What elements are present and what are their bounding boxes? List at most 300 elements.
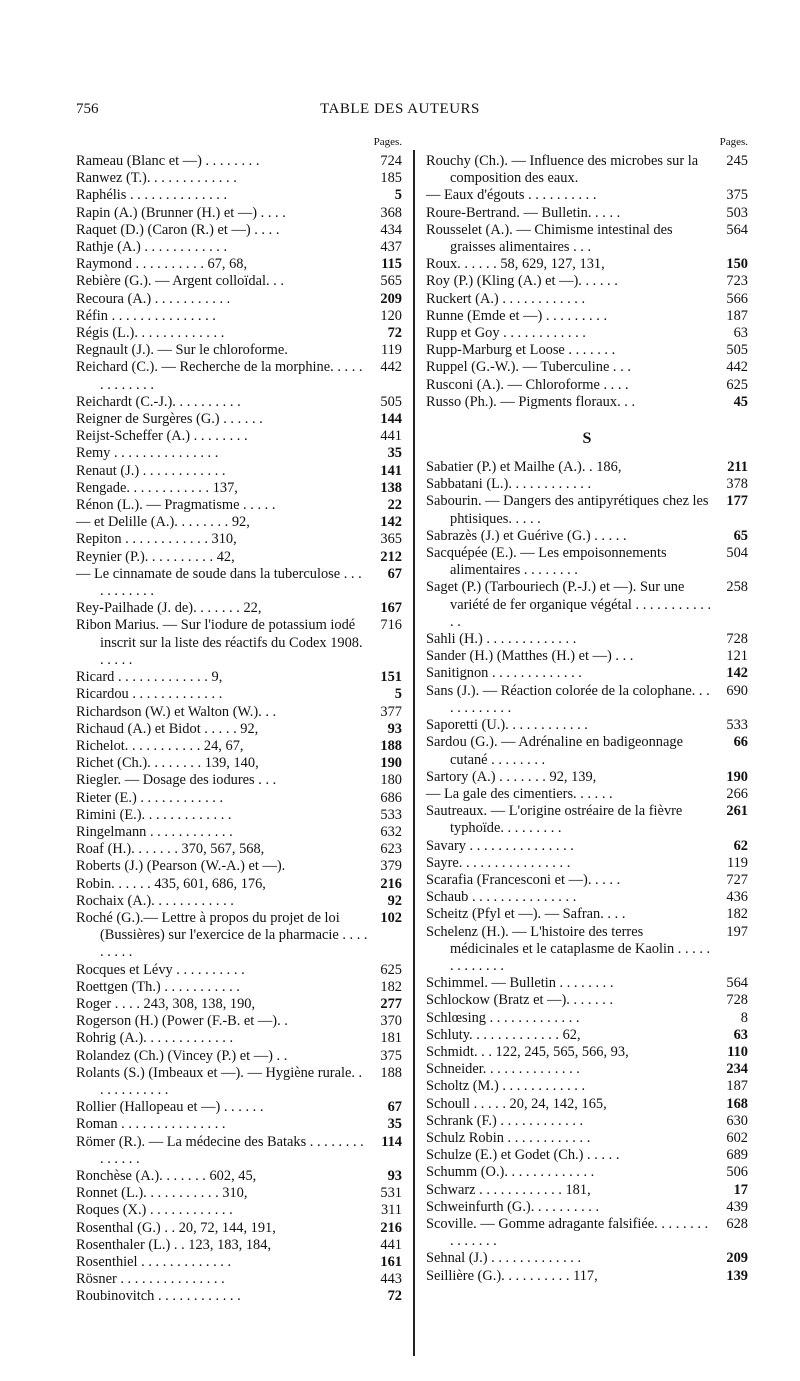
entry-text: Ruckert (A.) . . . . . . . . . . . . bbox=[426, 290, 586, 307]
entry-text: Roubinovitch . . . . . . . . . . . . bbox=[76, 1288, 241, 1305]
entry-page: 727 bbox=[726, 871, 748, 888]
index-entry bbox=[76, 359, 402, 393]
entry-page: 190 bbox=[380, 755, 402, 772]
entry-text: Rusconi (A.). — Chloroforme . . . . bbox=[426, 376, 629, 393]
entry-page: 505 bbox=[380, 393, 402, 410]
index-entry bbox=[426, 493, 748, 527]
entry-page: 45 bbox=[733, 393, 748, 410]
entry-text: Reijst-Scheffer (A.) . . . . . . . . bbox=[76, 428, 248, 445]
index-entry bbox=[76, 1134, 402, 1168]
index-entry bbox=[76, 721, 402, 738]
entry-page: 22 bbox=[387, 497, 402, 514]
entry-text: Schulz Robin . . . . . . . . . . . . bbox=[426, 1129, 591, 1146]
index-entry bbox=[426, 325, 748, 342]
entry-text: Ronnet (L.). . . . . . . . . . . 310, bbox=[76, 1185, 248, 1202]
index-entry bbox=[76, 1185, 402, 1202]
index-entry bbox=[76, 807, 402, 824]
entry-page: 35 bbox=[387, 445, 402, 462]
entry-text: Scarafia (Francesconi et —). . . . . bbox=[426, 871, 621, 888]
entry-page: 67 bbox=[387, 565, 402, 582]
pages-label: Pages. bbox=[373, 136, 402, 148]
entry-text: Schaub . . . . . . . . . . . . . . . bbox=[426, 889, 577, 906]
index-entry bbox=[76, 1271, 402, 1288]
entry-page: 212 bbox=[380, 548, 402, 565]
index-entry bbox=[426, 1044, 748, 1061]
index-entry bbox=[426, 975, 748, 992]
index-entry bbox=[76, 1065, 402, 1099]
entry-list bbox=[76, 153, 402, 1306]
entry-page: 110 bbox=[727, 1043, 748, 1060]
index-entry bbox=[426, 734, 748, 768]
entry-page: 370 bbox=[380, 1013, 402, 1030]
entry-page: 185 bbox=[380, 170, 402, 187]
entry-text: Sautreaux. — L'origine ostréaire de la fièvre typhoïde. . . . . . . . . bbox=[426, 803, 683, 837]
entry-text: Schulze (E.) et Godet (Ch.) . . . . . bbox=[426, 1147, 620, 1164]
entry-text: Saporetti (U.). . . . . . . . . . . . bbox=[426, 717, 588, 734]
index-entry bbox=[76, 428, 402, 445]
entry-page: 5 bbox=[394, 686, 402, 703]
index-entry bbox=[426, 256, 748, 273]
index-entry bbox=[426, 1096, 748, 1113]
section-letter-heading: S bbox=[582, 430, 592, 448]
index-entry bbox=[76, 910, 402, 962]
entry-page: 182 bbox=[726, 906, 748, 923]
entry-text: Ricardou . . . . . . . . . . . . . bbox=[76, 686, 223, 703]
entry-page: 216 bbox=[380, 1219, 402, 1236]
entry-text: Rolandez (Ch.) (Vincey (P.) et —) . . bbox=[76, 1047, 288, 1064]
entry-text: Rey-Pailhade (J. de). . . . . . . 22, bbox=[76, 600, 262, 617]
entry-page: 441 bbox=[380, 1236, 402, 1253]
entry-text: Roman . . . . . . . . . . . . . . . bbox=[76, 1116, 226, 1133]
index-entry bbox=[426, 683, 748, 717]
entry-page: 311 bbox=[380, 1202, 402, 1219]
entry-text: Sanitignon . . . . . . . . . . . . . bbox=[426, 665, 582, 682]
index-entry bbox=[76, 205, 402, 222]
entry-page: 378 bbox=[726, 476, 748, 493]
index-entry bbox=[76, 876, 402, 893]
index-entry bbox=[76, 445, 402, 462]
entry-text: Sayre. . . . . . . . . . . . . . . . bbox=[426, 854, 571, 871]
entry-page: 266 bbox=[726, 785, 748, 802]
entry-page: 439 bbox=[726, 1198, 748, 1215]
entry-page: 625 bbox=[726, 376, 748, 393]
index-entry bbox=[76, 858, 402, 875]
entry-page: 63 bbox=[733, 1026, 748, 1043]
entry-page: 564 bbox=[726, 975, 748, 992]
index-entry bbox=[426, 1113, 748, 1130]
entry-text: Rösner . . . . . . . . . . . . . . . bbox=[76, 1271, 225, 1288]
entry-page: 190 bbox=[726, 768, 748, 785]
entry-text: Schwarz . . . . . . . . . . . . 181, bbox=[426, 1181, 591, 1198]
index-entry bbox=[76, 222, 402, 239]
index-entry bbox=[76, 170, 402, 187]
entry-text: Rosenthaler (L.) . . 123, 183, 184, bbox=[76, 1236, 272, 1253]
index-entry bbox=[426, 342, 748, 359]
index-entry bbox=[426, 769, 748, 786]
index-entry bbox=[76, 962, 402, 979]
index-entry bbox=[426, 1078, 748, 1095]
index-entry bbox=[76, 738, 402, 755]
entry-text: Scholtz (M.) . . . . . . . . . . . . bbox=[426, 1078, 586, 1095]
entry-page: 506 bbox=[726, 1164, 748, 1181]
index-entry bbox=[426, 1164, 748, 1181]
index-entry bbox=[426, 838, 748, 855]
entry-page: 151 bbox=[380, 669, 402, 686]
entry-page: 181 bbox=[380, 1030, 402, 1047]
index-entry bbox=[76, 1237, 402, 1254]
entry-text: Schelenz (H.). — L'histoire des terres médicinales et le cataplasme de Kaolin . . . . . . . . . . . . . bbox=[426, 923, 711, 974]
entry-text: Rapin (A.) (Brunner (H.) et —) . . . . bbox=[76, 204, 286, 221]
entry-page: 375 bbox=[726, 187, 748, 204]
entry-text: Rameau (Blanc et —) . . . . . . . . bbox=[76, 153, 260, 169]
entry-text: Rénon (L.). — Pragmatisme . . . . . bbox=[76, 497, 276, 514]
entry-text: Roché (G.).— Lettre à propos du projet de loi (Bussières) sur l'exercice de la pharmacie . . . . . . . . . bbox=[76, 909, 368, 961]
entry-page: 66 bbox=[733, 734, 748, 751]
index-entry bbox=[426, 528, 748, 545]
entry-page: 5 bbox=[394, 187, 402, 204]
entry-text: Sabatier (P.) et Mailhe (A.). . 186, bbox=[426, 459, 622, 476]
entry-page: 17 bbox=[733, 1181, 748, 1198]
index-entry bbox=[426, 1250, 748, 1267]
entry-text: Renaut (J.) . . . . . . . . . . . . bbox=[76, 462, 226, 479]
index-entry bbox=[76, 514, 402, 531]
entry-page: 277 bbox=[380, 995, 402, 1012]
entry-page: 377 bbox=[380, 703, 402, 720]
entry-page: 187 bbox=[726, 307, 748, 324]
index-entry bbox=[426, 1027, 748, 1044]
entry-page: 93 bbox=[387, 1167, 402, 1184]
index-entry bbox=[76, 273, 402, 290]
entry-page: 630 bbox=[726, 1112, 748, 1129]
index-entry bbox=[76, 394, 402, 411]
entry-text: Schneider. . . . . . . . . . . . . . bbox=[426, 1061, 580, 1078]
index-entry bbox=[76, 996, 402, 1013]
entry-text: Riegler. — Dosage des iodures . . . bbox=[76, 772, 277, 789]
entry-text: Rathje (A.) . . . . . . . . . . . . bbox=[76, 239, 228, 256]
index-entry bbox=[426, 648, 748, 665]
entry-page: 67 bbox=[387, 1099, 402, 1116]
entry-page: 728 bbox=[726, 992, 748, 1009]
index-entry bbox=[76, 497, 402, 514]
entry-page: 375 bbox=[380, 1047, 402, 1064]
pages-label: Pages. bbox=[719, 136, 748, 148]
index-entry bbox=[426, 855, 748, 872]
index-entry bbox=[76, 669, 402, 686]
entry-page: 139 bbox=[726, 1267, 748, 1284]
entry-page: 35 bbox=[387, 1116, 402, 1133]
entry-page: 566 bbox=[726, 290, 748, 307]
entry-page: 72 bbox=[387, 325, 402, 342]
entry-page: 723 bbox=[726, 273, 748, 290]
index-entry bbox=[76, 824, 402, 841]
entry-page: 188 bbox=[380, 1064, 402, 1081]
entry-page: 531 bbox=[380, 1185, 402, 1202]
index-entry bbox=[76, 1048, 402, 1065]
entry-page: 623 bbox=[380, 841, 402, 858]
entry-page: 533 bbox=[380, 806, 402, 823]
entry-text: Roques (X.) . . . . . . . . . . . . bbox=[76, 1202, 233, 1219]
index-entry bbox=[426, 377, 748, 394]
entry-page: 168 bbox=[726, 1095, 748, 1112]
entry-text: Rupp et Goy . . . . . . . . . . . . bbox=[426, 325, 586, 342]
index-entry bbox=[76, 187, 402, 204]
index-entry bbox=[76, 566, 402, 600]
index-entry bbox=[426, 1182, 748, 1199]
entry-text: — Eaux d'égouts . . . . . . . . . . bbox=[426, 187, 597, 204]
right-column bbox=[426, 136, 748, 1285]
entry-page: 436 bbox=[726, 889, 748, 906]
index-entry bbox=[76, 1288, 402, 1305]
index-entry bbox=[76, 549, 402, 566]
index-entry bbox=[76, 411, 402, 428]
entry-page: 144 bbox=[380, 411, 402, 428]
index-entry bbox=[76, 686, 402, 703]
entry-page: 138 bbox=[380, 479, 402, 496]
index-entry bbox=[426, 394, 748, 411]
entry-text: Rochaix (A.). . . . . . . . . . . . bbox=[76, 892, 234, 909]
entry-page: 564 bbox=[726, 221, 748, 238]
entry-page: 63 bbox=[733, 325, 748, 342]
index-entry bbox=[426, 1010, 748, 1027]
entry-text: Rocques et Lévy . . . . . . . . . . bbox=[76, 961, 245, 978]
left-column bbox=[76, 136, 402, 1306]
index-entry bbox=[426, 924, 748, 976]
entry-page: 258 bbox=[726, 579, 748, 596]
entry-text: Sander (H.) (Matthes (H.) et —) . . . bbox=[426, 648, 634, 665]
index-entry bbox=[426, 459, 748, 476]
index-entry bbox=[76, 531, 402, 548]
index-entry bbox=[76, 256, 402, 273]
entry-text: Remy . . . . . . . . . . . . . . . bbox=[76, 445, 219, 462]
entry-page: 65 bbox=[733, 527, 748, 544]
entry-text: Russo (Ph.). — Pigments floraux. . . bbox=[426, 393, 636, 410]
entry-text: Schrank (F.) . . . . . . . . . . . . bbox=[426, 1112, 584, 1129]
entry-text: Runne (Emde et —) . . . . . . . . . bbox=[426, 307, 608, 324]
entry-page: 8 bbox=[740, 1009, 748, 1026]
entry-text: Roux. . . . . . 58, 629, 127, 131, bbox=[426, 256, 605, 273]
index-entry bbox=[426, 205, 748, 222]
page-number: 756 bbox=[76, 101, 99, 117]
entry-text: Rosenthiel . . . . . . . . . . . . . bbox=[76, 1254, 232, 1270]
index-entry bbox=[426, 579, 748, 631]
entry-page: 120 bbox=[380, 307, 402, 324]
entry-page: 161 bbox=[380, 1254, 402, 1270]
entry-text: Ruppel (G.-W.). — Tuberculine . . . bbox=[426, 359, 631, 376]
index-entry bbox=[426, 273, 748, 290]
index-entry bbox=[76, 772, 402, 789]
entry-page: 115 bbox=[381, 256, 402, 273]
entry-page: 119 bbox=[726, 854, 748, 871]
entry-text: Saget (P.) (Tarbouriech (P.-J.) et —). Sur une variété de fer organique végétal . . . . . . . . . . . . . bbox=[426, 579, 712, 630]
entry-text: Roettgen (Th.) . . . . . . . . . . . bbox=[76, 978, 240, 995]
entry-text: Reichardt (C.-J.). . . . . . . . . . bbox=[76, 393, 241, 410]
entry-page: 434 bbox=[380, 221, 402, 238]
entry-page: 142 bbox=[726, 665, 748, 682]
index-entry bbox=[76, 1254, 402, 1271]
entry-page: 150 bbox=[726, 256, 748, 273]
entry-page: 216 bbox=[380, 875, 402, 892]
entry-page: 180 bbox=[380, 772, 402, 789]
entry-text: Rosenthal (G.) . . 20, 72, 144, 191, bbox=[76, 1219, 276, 1236]
entry-page: 93 bbox=[387, 720, 402, 737]
entry-text: Roger . . . . 243, 308, 138, 190, bbox=[76, 995, 256, 1012]
index-entry bbox=[426, 665, 748, 682]
index-entry bbox=[76, 704, 402, 721]
entry-page: 379 bbox=[380, 858, 402, 875]
entry-text: Schimmel. — Bulletin . . . . . . . . bbox=[426, 975, 614, 992]
entry-page: 368 bbox=[380, 204, 402, 221]
index-entry bbox=[426, 1199, 748, 1216]
entry-page: 686 bbox=[380, 789, 402, 806]
index-entry bbox=[76, 1013, 402, 1030]
entry-text: Rousselet (A.). — Chimisme intestinal des graisses alimentaires . . . bbox=[426, 221, 673, 256]
index-entry bbox=[426, 359, 748, 376]
entry-text: Sartory (A.) . . . . . . . 92, 139, bbox=[426, 768, 597, 785]
entry-text: Raymond . . . . . . . . . . 67, 68, bbox=[76, 256, 248, 273]
index-entry bbox=[76, 600, 402, 617]
index-entry bbox=[76, 239, 402, 256]
entry-page: 602 bbox=[726, 1129, 748, 1146]
entry-page: 121 bbox=[726, 648, 748, 665]
entry-text: Schlockow (Bratz et —). . . . . . . bbox=[426, 992, 614, 1009]
entry-page: 504 bbox=[726, 545, 748, 562]
entry-text: Seillière (G.). . . . . . . . . . 117, bbox=[426, 1267, 598, 1284]
entry-text: Sans (J.). — Réaction colorée de la colophane. . . . . . . . . . . . bbox=[426, 682, 710, 716]
index-entry bbox=[76, 893, 402, 910]
entry-page: 114 bbox=[381, 1133, 402, 1150]
index-entry bbox=[76, 1116, 402, 1133]
entry-text: Schoull . . . . . 20, 24, 142, 165, bbox=[426, 1095, 607, 1112]
entry-page: 625 bbox=[380, 961, 402, 978]
index-entry bbox=[76, 979, 402, 996]
entry-page: 62 bbox=[733, 837, 748, 854]
entry-page: 441 bbox=[380, 428, 402, 445]
entry-page: 141 bbox=[380, 462, 402, 479]
entry-text: Richet (Ch.). . . . . . . . 139, 140, bbox=[76, 755, 259, 772]
entry-text: Ronchèse (A.). . . . . . . 602, 45, bbox=[76, 1167, 257, 1184]
entry-text: Rolants (S.) (Imbeaux et —). — Hygiène rurale. . . . . . . . . . . . bbox=[76, 1064, 363, 1098]
entry-text: Sardou (G.). — Adrénaline en badigeonnage cutané . . . . . . . . bbox=[426, 734, 683, 768]
index-entry bbox=[76, 841, 402, 858]
entry-text: Regnault (J.). — Sur le chloroforme. bbox=[76, 342, 288, 359]
entry-text: Scoville. — Gomme adragante falsifiée. . . . . . . . . . . . . . . bbox=[426, 1215, 709, 1250]
entry-page: 724 bbox=[380, 153, 402, 169]
entry-list bbox=[426, 153, 748, 411]
entry-text: Reigner de Surgères (G.) . . . . . . bbox=[76, 411, 263, 428]
index-entry bbox=[76, 790, 402, 807]
entry-text: Richelot. . . . . . . . . . . 24, 67, bbox=[76, 737, 244, 754]
index-entry bbox=[426, 1268, 748, 1285]
entry-page: 142 bbox=[380, 514, 402, 531]
entry-page: 690 bbox=[726, 682, 748, 699]
entry-text: Rengade. . . . . . . . . . . . 137, bbox=[76, 479, 238, 496]
entry-text: Sabbatani (L.). . . . . . . . . . . . bbox=[426, 476, 592, 493]
entry-page: 716 bbox=[380, 617, 402, 634]
entry-text: Römer (R.). — La médecine des Bataks . . . . . . . . . . . . . . bbox=[76, 1133, 364, 1167]
index-entry bbox=[426, 992, 748, 1009]
entry-text: Reynier (P.). . . . . . . . . . 42, bbox=[76, 548, 235, 565]
entry-text: Schmidt. . . 122, 245, 565, 566, 93, bbox=[426, 1043, 629, 1060]
entry-text: Ranwez (T.). . . . . . . . . . . . . bbox=[76, 170, 237, 187]
entry-text: — et Delille (A.). . . . . . . . 92, bbox=[76, 514, 250, 531]
index-entry bbox=[76, 1099, 402, 1116]
entry-text: Sabrazès (J.) et Guérive (G.) . . . . . bbox=[426, 527, 627, 544]
index-entry bbox=[426, 1061, 748, 1078]
entry-page: 167 bbox=[380, 600, 402, 617]
entry-text: — La gale des cimentiers. . . . . . bbox=[426, 785, 613, 802]
index-entry bbox=[76, 1202, 402, 1219]
entry-page: 533 bbox=[726, 717, 748, 734]
entry-text: Rollier (Hallopeau et —) . . . . . . bbox=[76, 1099, 264, 1116]
index-entry bbox=[426, 906, 748, 923]
column-divider bbox=[413, 150, 415, 1356]
index-entry bbox=[426, 786, 748, 803]
running-title: TABLE DES AUTEURS bbox=[320, 101, 480, 117]
entry-page: 261 bbox=[726, 803, 748, 820]
entry-text: Roberts (J.) (Pearson (W.-A.) et —). bbox=[76, 858, 286, 875]
entry-text: Rimini (E.). . . . . . . . . . . . . bbox=[76, 806, 232, 823]
entry-page: 365 bbox=[380, 531, 402, 548]
entry-page: 211 bbox=[727, 459, 748, 476]
index-entry bbox=[76, 342, 402, 359]
index-entry bbox=[426, 222, 748, 256]
index-entry bbox=[76, 480, 402, 497]
entry-text: Richaud (A.) et Bidot . . . . . 92, bbox=[76, 720, 259, 737]
entry-page: 187 bbox=[726, 1078, 748, 1095]
index-entry bbox=[426, 187, 748, 204]
entry-page: 503 bbox=[726, 204, 748, 221]
entry-text: Schlœsing . . . . . . . . . . . . . bbox=[426, 1009, 580, 1026]
entry-page: 505 bbox=[726, 342, 748, 359]
entry-page: 182 bbox=[380, 978, 402, 995]
entry-page: 197 bbox=[726, 923, 748, 940]
index-entry bbox=[426, 872, 748, 889]
entry-text: Richardson (W.) et Walton (W.). . . bbox=[76, 703, 277, 720]
index-entry bbox=[426, 803, 748, 837]
index-entry bbox=[426, 291, 748, 308]
index-entry bbox=[426, 889, 748, 906]
entry-text: Rogerson (H.) (Power (F.-B. et —). . bbox=[76, 1013, 288, 1030]
index-entry bbox=[76, 463, 402, 480]
entry-text: Régis (L.). . . . . . . . . . . . . bbox=[76, 325, 225, 342]
entry-text: Ribon Marius. — Sur l'iodure de potassium iodé inscrit sur la liste des réactifs du Codex 1908. . . . . . bbox=[76, 617, 363, 668]
entry-page: 628 bbox=[726, 1215, 748, 1232]
entry-page: 188 bbox=[380, 737, 402, 754]
index-entry bbox=[426, 308, 748, 325]
entry-text: Schweinfurth (G.). . . . . . . . . . bbox=[426, 1198, 600, 1215]
entry-text: Réfin . . . . . . . . . . . . . . . bbox=[76, 307, 216, 324]
entry-text: Robin. . . . . . 435, 601, 686, 176, bbox=[76, 875, 266, 892]
entry-text: Reichard (C.). — Recherche de la morphine. . . . . . . . . . . . . bbox=[76, 359, 363, 393]
index-entry bbox=[426, 476, 748, 493]
entry-text: Scheitz (Pfyl et —). — Safran. . . . bbox=[426, 906, 626, 923]
entry-text: Rieter (E.) . . . . . . . . . . . . bbox=[76, 789, 224, 806]
entry-text: — Le cinnamate de soude dans la tuberculose . . . . . . . . . . . bbox=[76, 565, 362, 600]
entry-text: Schumm (O.). . . . . . . . . . . . . bbox=[426, 1164, 595, 1181]
entry-text: Recoura (A.) . . . . . . . . . . . bbox=[76, 290, 231, 307]
index-entry bbox=[76, 153, 402, 170]
index-entry bbox=[76, 291, 402, 308]
entry-page: 102 bbox=[380, 909, 402, 926]
index-entry bbox=[426, 545, 748, 579]
entry-page: 565 bbox=[380, 273, 402, 290]
entry-page: 177 bbox=[726, 493, 748, 510]
entry-page: 209 bbox=[726, 1250, 748, 1267]
entry-text: Sahli (H.) . . . . . . . . . . . . . bbox=[426, 631, 577, 648]
entry-text: Rouchy (Ch.). — Influence des microbes sur la composition des eaux. bbox=[426, 153, 699, 187]
index-entry bbox=[426, 1216, 748, 1250]
entry-page: 442 bbox=[726, 359, 748, 376]
